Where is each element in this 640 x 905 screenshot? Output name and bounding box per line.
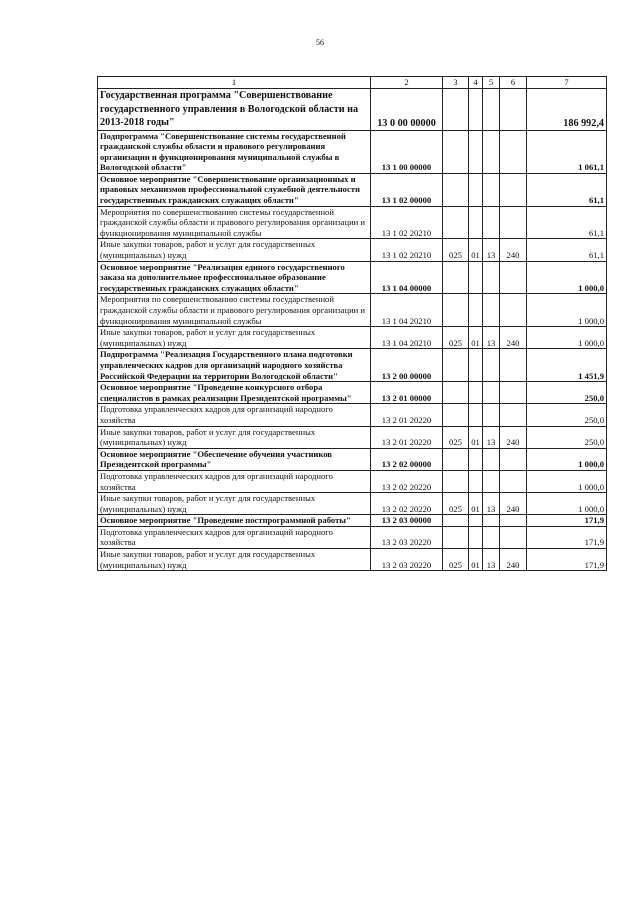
page-number: 56 xyxy=(316,38,324,47)
table-row xyxy=(98,382,607,404)
row-expense-type-cell xyxy=(500,515,527,527)
row-section-cell: 01 xyxy=(469,426,483,448)
row-sum-cell: 1 000,0 xyxy=(527,261,607,294)
row-expense-type-cell xyxy=(500,349,527,382)
row-sum-cell: 1 061,1 xyxy=(527,130,607,173)
row-name-cell: Иные закупки товаров, работ и услуг для государственных (муниципальных) нужд xyxy=(98,327,371,349)
table-row xyxy=(98,404,607,426)
row-name-cell: Основное мероприятие "Совершенствование организационных и правовых механизмов профессиональной служебной деятельности государственных гражданских служащих области" xyxy=(98,173,371,206)
table-row xyxy=(98,470,607,492)
table-row xyxy=(98,294,607,327)
row-name-cell: Мероприятия по совершенствованию системы государственной гражданской службы области и правового регулирования организации и функционирования муниципальной службы xyxy=(98,294,371,327)
row-grbs-cell: 025 xyxy=(443,239,469,261)
table-row xyxy=(98,549,607,571)
row-grbs-cell xyxy=(443,130,469,173)
row-sum-cell: 1 451,9 xyxy=(527,349,607,382)
row-expense-type-cell xyxy=(500,294,527,327)
row-name-cell: Иные закупки товаров, работ и услуг для государственных (муниципальных) нужд xyxy=(98,426,371,448)
row-subsection-cell xyxy=(483,130,500,173)
row-subsection-cell xyxy=(483,261,500,294)
row-name-cell: Подготовка управленческих кадров для организаций народного хозяйства xyxy=(98,470,371,492)
row-subsection-cell: 13 xyxy=(483,493,500,515)
row-section-cell: 01 xyxy=(469,493,483,515)
row-grbs-cell xyxy=(443,382,469,404)
row-subsection-cell xyxy=(483,349,500,382)
row-expense-type-cell xyxy=(500,448,527,470)
row-code-cell: 13 1 04 00000 xyxy=(371,261,443,294)
row-section-cell xyxy=(469,349,483,382)
table-row xyxy=(98,261,607,294)
row-sum-cell: 1 000,0 xyxy=(527,470,607,492)
row-expense-type-cell: 240 xyxy=(500,239,527,261)
row-name-cell: Иные закупки товаров, работ и услуг для государственных (муниципальных) нужд xyxy=(98,549,371,571)
row-grbs-cell xyxy=(443,173,469,206)
row-sum-cell: 1 000,0 xyxy=(527,327,607,349)
row-expense-type-cell: 240 xyxy=(500,426,527,448)
row-subsection-cell: 13 xyxy=(483,239,500,261)
row-subsection-cell xyxy=(483,89,500,131)
column-number: 4 xyxy=(469,77,483,89)
row-section-cell xyxy=(469,515,483,527)
row-code-cell: 13 1 04 20210 xyxy=(371,327,443,349)
row-section-cell xyxy=(469,89,483,131)
row-expense-type-cell: 240 xyxy=(500,493,527,515)
row-grbs-cell xyxy=(443,404,469,426)
row-sum-cell: 61,1 xyxy=(527,239,607,261)
row-grbs-cell: 025 xyxy=(443,493,469,515)
row-grbs-cell xyxy=(443,294,469,327)
table-body xyxy=(98,77,607,571)
row-name-cell: Подпрограмма "Реализация Государственного плана подготовки управленческих кадров для организаций народного хозяйства Российской Федерации на территории Вологодской области" xyxy=(98,349,371,382)
row-grbs-cell xyxy=(443,470,469,492)
row-name-cell: Иные закупки товаров, работ и услуг для государственных (муниципальных) нужд xyxy=(98,493,371,515)
row-section-cell: 01 xyxy=(469,549,483,571)
row-expense-type-cell xyxy=(500,130,527,173)
row-code-cell: 13 2 03 20220 xyxy=(371,526,443,548)
column-number: 5 xyxy=(483,77,500,89)
row-grbs-cell xyxy=(443,206,469,239)
row-subsection-cell: 13 xyxy=(483,549,500,571)
row-subsection-cell xyxy=(483,470,500,492)
row-name-cell: Подпрограмма "Совершенствование системы государственной гражданской службы области и правового регулирования организации и функционирования муниципальной службы в Вологодской области" xyxy=(98,130,371,173)
table-row xyxy=(98,89,607,131)
table-row xyxy=(98,515,607,527)
row-section-cell xyxy=(469,448,483,470)
row-expense-type-cell xyxy=(500,261,527,294)
row-subsection-cell xyxy=(483,173,500,206)
row-grbs-cell xyxy=(443,526,469,548)
row-expense-type-cell xyxy=(500,404,527,426)
row-code-cell: 13 2 02 00000 xyxy=(371,448,443,470)
row-sum-cell: 171,9 xyxy=(527,515,607,527)
row-name-cell: Основное мероприятие "Проведение постпрограммной работы" xyxy=(98,515,371,527)
row-section-cell xyxy=(469,130,483,173)
row-code-cell: 13 1 02 00000 xyxy=(371,173,443,206)
row-grbs-cell: 025 xyxy=(443,549,469,571)
column-number: 6 xyxy=(500,77,527,89)
row-name-cell: Основное мероприятие "Реализация единого государственного заказа на дополнительное профессиональное образование государственных гражданских служащих области" xyxy=(98,261,371,294)
row-name-cell: Основное мероприятие "Обеспечение обучения участников Президентской программы" xyxy=(98,448,371,470)
row-grbs-cell xyxy=(443,349,469,382)
row-section-cell xyxy=(469,382,483,404)
row-section-cell xyxy=(469,404,483,426)
row-section-cell xyxy=(469,261,483,294)
row-sum-cell: 250,0 xyxy=(527,426,607,448)
row-subsection-cell xyxy=(483,526,500,548)
row-code-cell: 13 2 03 20220 xyxy=(371,549,443,571)
row-code-cell: 13 1 02 20210 xyxy=(371,239,443,261)
row-section-cell: 01 xyxy=(469,327,483,349)
row-expense-type-cell xyxy=(500,470,527,492)
row-name-cell: Иные закупки товаров, работ и услуг для государственных (муниципальных) нужд xyxy=(98,239,371,261)
row-expense-type-cell: 240 xyxy=(500,549,527,571)
row-code-cell: 13 1 02 20210 xyxy=(371,206,443,239)
row-grbs-cell xyxy=(443,261,469,294)
row-name-cell: Подготовка управленческих кадров для организаций народного хозяйства xyxy=(98,404,371,426)
table-row xyxy=(98,130,607,173)
row-section-cell xyxy=(469,294,483,327)
table-row xyxy=(98,493,607,515)
table-row xyxy=(98,526,607,548)
row-code-cell: 13 2 00 00000 xyxy=(371,349,443,382)
row-grbs-cell: 025 xyxy=(443,426,469,448)
row-sum-cell: 1 000,0 xyxy=(527,448,607,470)
column-number: 3 xyxy=(443,77,469,89)
row-name-cell: Государственная программа "Совершенствование государственного управления в Вологодской области на 2013-2018 годы" xyxy=(98,89,371,131)
row-section-cell xyxy=(469,173,483,206)
table-row xyxy=(98,426,607,448)
table-row xyxy=(98,349,607,382)
row-grbs-cell xyxy=(443,515,469,527)
row-sum-cell: 250,0 xyxy=(527,404,607,426)
table-row xyxy=(98,173,607,206)
row-section-cell xyxy=(469,206,483,239)
row-code-cell: 13 2 01 20220 xyxy=(371,426,443,448)
row-name-cell: Мероприятия по совершенствованию системы государственной гражданской службы области и правового регулирования организации и функционирования муниципальной службы xyxy=(98,206,371,239)
row-code-cell: 13 0 00 00000 xyxy=(371,89,443,131)
row-expense-type-cell xyxy=(500,206,527,239)
row-subsection-cell xyxy=(483,382,500,404)
row-subsection-cell: 13 xyxy=(483,426,500,448)
row-subsection-cell xyxy=(483,404,500,426)
row-sum-cell: 61,1 xyxy=(527,173,607,206)
table-row xyxy=(98,239,607,261)
column-number-row xyxy=(98,77,607,89)
row-sum-cell: 171,9 xyxy=(527,526,607,548)
row-code-cell: 13 2 02 20220 xyxy=(371,470,443,492)
row-grbs-cell: 025 xyxy=(443,327,469,349)
row-sum-cell: 171,9 xyxy=(527,549,607,571)
row-code-cell: 13 2 01 00000 xyxy=(371,382,443,404)
row-name-cell: Подготовка управленческих кадров для организаций народного хозяйства xyxy=(98,526,371,548)
row-code-cell: 13 1 00 00000 xyxy=(371,130,443,173)
row-grbs-cell xyxy=(443,448,469,470)
row-subsection-cell xyxy=(483,294,500,327)
row-expense-type-cell xyxy=(500,526,527,548)
row-sum-cell: 1 000,0 xyxy=(527,493,607,515)
table-row xyxy=(98,448,607,470)
row-grbs-cell xyxy=(443,89,469,131)
row-subsection-cell xyxy=(483,206,500,239)
row-sum-cell: 186 992,4 xyxy=(527,89,607,131)
row-section-cell: 01 xyxy=(469,239,483,261)
row-section-cell xyxy=(469,470,483,492)
row-name-cell: Основное мероприятие "Проведение конкурсного отбора специалистов в рамках реализации Президентской программы" xyxy=(98,382,371,404)
row-code-cell: 13 2 01 20220 xyxy=(371,404,443,426)
row-sum-cell: 250,0 xyxy=(527,382,607,404)
row-code-cell: 13 1 04 20210 xyxy=(371,294,443,327)
row-expense-type-cell xyxy=(500,89,527,131)
table-row xyxy=(98,327,607,349)
column-number: 1 xyxy=(98,77,371,89)
row-expense-type-cell xyxy=(500,382,527,404)
row-subsection-cell xyxy=(483,448,500,470)
row-expense-type-cell: 240 xyxy=(500,327,527,349)
row-subsection-cell: 13 xyxy=(483,327,500,349)
row-section-cell xyxy=(469,526,483,548)
row-expense-type-cell xyxy=(500,173,527,206)
budget-table xyxy=(97,76,607,571)
row-code-cell: 13 2 03 00000 xyxy=(371,515,443,527)
row-sum-cell: 61,1 xyxy=(527,206,607,239)
table-row xyxy=(98,206,607,239)
row-subsection-cell xyxy=(483,515,500,527)
row-sum-cell: 1 000,0 xyxy=(527,294,607,327)
column-number: 2 xyxy=(371,77,443,89)
row-code-cell: 13 2 02 20220 xyxy=(371,493,443,515)
column-number: 7 xyxy=(527,77,607,89)
